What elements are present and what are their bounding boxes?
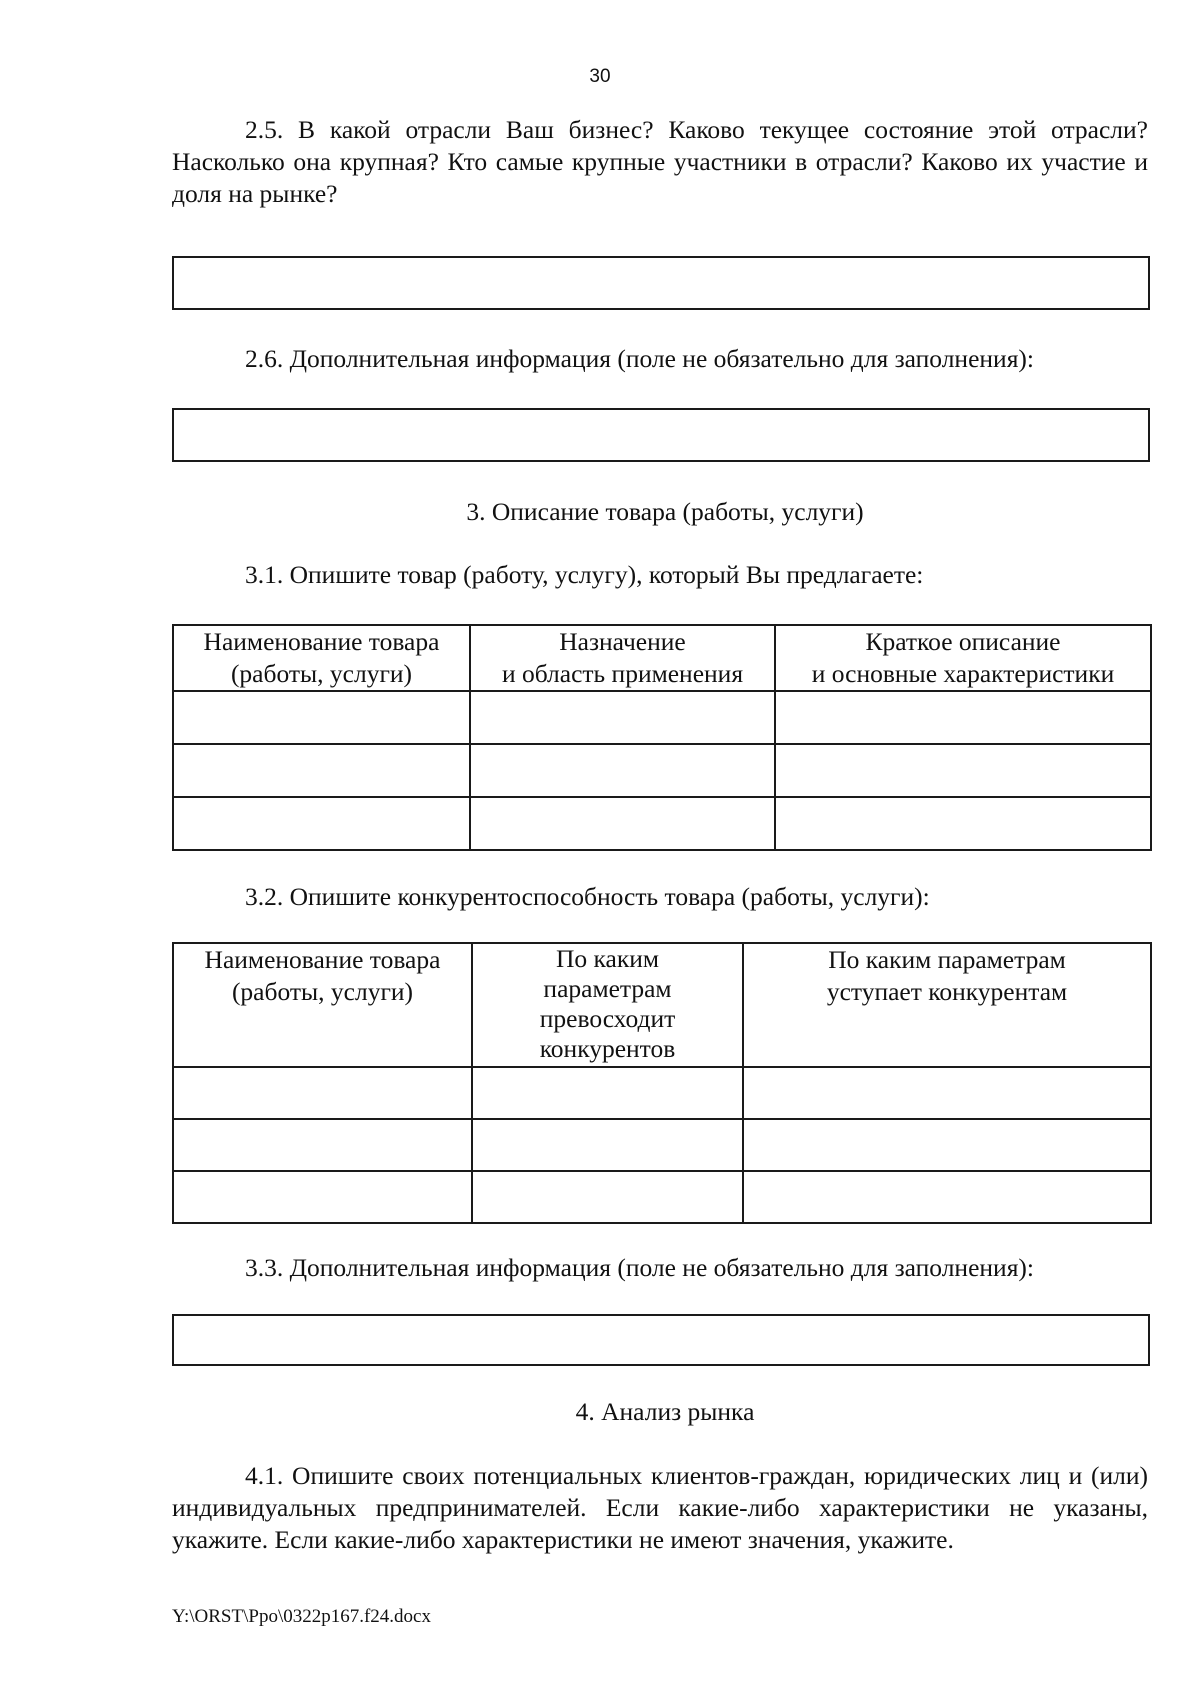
header-line: конкурентов xyxy=(539,1034,676,1063)
answer-box-2-6[interactable] xyxy=(172,408,1150,462)
table-cell[interactable] xyxy=(775,744,1151,797)
header-line: Наименование товара xyxy=(203,627,440,656)
table-row xyxy=(173,1171,1151,1223)
table-cell[interactable] xyxy=(470,691,775,744)
header-line: уступает конкурентам xyxy=(826,977,1068,1006)
table-cell[interactable] xyxy=(743,1171,1151,1223)
question-3-3: 3.3. Дополнительная информация (поле не обязательно для заполнения): xyxy=(245,1253,1034,1282)
header-line: По каким xyxy=(555,944,660,973)
header-line: По каким параметрам xyxy=(828,945,1066,974)
table-cell[interactable] xyxy=(472,1067,743,1119)
table-row xyxy=(173,1067,1151,1119)
table-cell[interactable] xyxy=(775,797,1151,850)
table-cell[interactable] xyxy=(743,1119,1151,1171)
column-header-disadvantages xyxy=(743,943,1151,1067)
table-header-row xyxy=(173,625,1151,691)
section-4-title: 4. Анализ рынка xyxy=(575,1397,755,1426)
table-header-row xyxy=(173,943,1151,1067)
header-line: (работы, услуги) xyxy=(231,977,414,1006)
header-line: и область применения xyxy=(501,659,744,688)
answer-box-2-5[interactable] xyxy=(172,256,1150,310)
table-row xyxy=(173,797,1151,850)
table-cell[interactable] xyxy=(472,1119,743,1171)
header-line: Наименование товара xyxy=(204,945,441,974)
header-line: и основные характеристики xyxy=(811,659,1115,688)
header-line: параметрам xyxy=(543,974,672,1003)
question-3-1: 3.1. Опишите товар (работу, услугу), который Вы предлагаете: xyxy=(245,560,924,589)
header-line: (работы, услуги) xyxy=(230,659,413,688)
column-header-description xyxy=(775,625,1151,691)
competitiveness-table xyxy=(172,942,1152,1224)
question-2-6: 2.6. Дополнительная информация (поле не обязательно для заполнения): xyxy=(245,344,1034,373)
header-line: превосходит xyxy=(539,1004,676,1033)
table-cell[interactable] xyxy=(173,1067,472,1119)
product-description-table xyxy=(172,624,1152,851)
table-cell[interactable] xyxy=(472,1171,743,1223)
table-cell[interactable] xyxy=(173,691,470,744)
table-row xyxy=(173,691,1151,744)
column-header-purpose xyxy=(470,625,775,691)
page-number: 30 xyxy=(589,66,611,87)
table-cell[interactable] xyxy=(775,691,1151,744)
table-cell[interactable] xyxy=(173,1171,472,1223)
question-4-1: 4.1. Опишите своих потенциальных клиентов-граждан, юридических лиц и (или) индивидуальных предпринимателей. Если какие-либо характеристики не указаны, укажите. Если какие-либо характеристики не имеют значения, укажите. xyxy=(172,1461,1148,1554)
table-cell[interactable] xyxy=(173,797,470,850)
footer-file-path: Y:\ORST\Ppo\0322p167.f24.docx xyxy=(172,1606,431,1627)
table-cell[interactable] xyxy=(470,797,775,850)
question-3-2: 3.2. Опишите конкурентоспособность товара (работы, услуги): xyxy=(245,882,930,911)
table-row xyxy=(173,744,1151,797)
table-cell[interactable] xyxy=(173,1119,472,1171)
table-cell[interactable] xyxy=(470,744,775,797)
section-3-title: 3. Описание товара (работы, услуги) xyxy=(466,497,864,526)
column-header-name xyxy=(173,943,472,1067)
question-2-5: 2.5. В какой отрасли Ваш бизнес? Каково текущее состояние этой отрасли? Насколько она крупная? Кто самые крупные участники в отрасли? Каково их участие и доля на рынке? xyxy=(172,115,1148,208)
answer-box-3-3[interactable] xyxy=(172,1314,1150,1366)
table-cell[interactable] xyxy=(743,1067,1151,1119)
header-line: Назначение xyxy=(559,627,686,656)
header-line: Краткое описание xyxy=(865,627,1061,656)
column-header-name xyxy=(173,625,470,691)
column-header-advantages xyxy=(472,943,743,1067)
table-cell[interactable] xyxy=(173,744,470,797)
table-row xyxy=(173,1119,1151,1171)
